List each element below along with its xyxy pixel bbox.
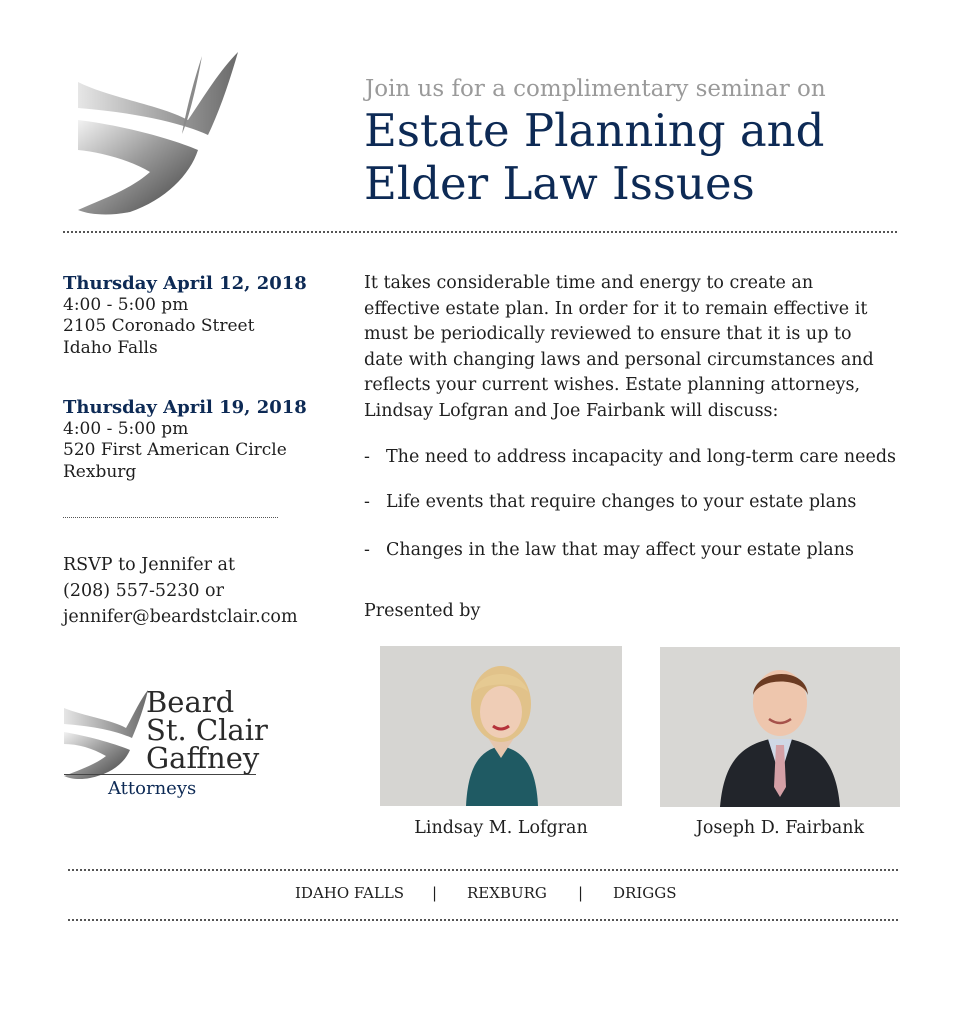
event-time: 4:00 - 5:00 pm: [63, 294, 189, 315]
event-city: Rexburg: [63, 461, 137, 482]
event-idaho-falls: [63, 273, 307, 359]
bullet-dash: -: [364, 492, 370, 512]
presented-by-label: Presented by: [364, 601, 481, 621]
event-time: 4:00 - 5:00 pm: [63, 418, 189, 439]
event-city: Idaho Falls: [63, 337, 158, 358]
logo-line-1: Beard: [146, 685, 235, 719]
presenter-photo-fairbank: [660, 647, 900, 807]
rsvp-phone: (208) 557-5230 or: [63, 581, 224, 601]
seminar-title: [364, 104, 824, 210]
presenter-photo-lofgran: [380, 646, 622, 806]
divider: [68, 869, 898, 871]
logo-line-2: St. Clair: [146, 713, 268, 747]
location-driggs: DRIGGS: [613, 884, 677, 902]
topic-bullet: [364, 540, 854, 560]
location-rexburg: REXBURG: [467, 884, 547, 902]
logo-line-3: Gaffney: [146, 741, 260, 775]
divider: [63, 517, 278, 518]
topic-bullet: [364, 492, 856, 512]
firm-swoosh-logo: [70, 50, 250, 220]
rsvp-line: RSVP to Jennifer at: [63, 555, 236, 575]
logo-attorneys: Attorneys: [108, 778, 197, 799]
topic-text: Life events that require changes to your estate plans: [386, 492, 857, 512]
presenter-name: Lindsay M. Lofgran: [414, 818, 588, 838]
divider: [68, 919, 898, 921]
rsvp-block: [63, 552, 298, 630]
presenter-name: Joseph D. Fairbank: [695, 818, 865, 838]
bullet-dash: -: [364, 447, 370, 467]
title-line-2: Elder Law Issues: [364, 157, 755, 210]
title-line-1: Estate Planning and: [364, 104, 825, 157]
seminar-intro: Join us for a complimentary seminar on: [365, 76, 826, 102]
event-date: Thursday April 12, 2018: [63, 273, 307, 294]
event-street: 520 First American Circle: [63, 440, 287, 460]
event-date: Thursday April 19, 2018: [63, 397, 307, 418]
location-idaho-falls: IDAHO FALLS: [295, 884, 405, 902]
firm-logo-text: [146, 685, 268, 775]
logo-rule: [64, 774, 256, 775]
divider: [63, 231, 897, 233]
seminar-description: It takes considerable time and energy to create an effective estate plan. In order for it to remain effective it must be periodically reviewed to ensure that it is up to date with changing laws and personal circumstances and reflects your current wishes. Estate planning attorneys, Lindsay Lofgran and Joe Fairbank will discuss:: [364, 273, 874, 421]
location-separator: |: [578, 884, 584, 902]
topic-bullet: [364, 447, 896, 467]
event-rexburg: [63, 397, 307, 483]
topic-text: The need to address incapacity and long-term care needs: [386, 447, 897, 467]
rsvp-email[interactable]: jennifer@beardstclair.com: [63, 607, 298, 627]
event-street: 2105 Coronado Street: [63, 316, 255, 336]
topic-text: Changes in the law that may affect your estate plans: [386, 540, 854, 560]
bullet-dash: -: [364, 540, 370, 560]
location-separator: |: [432, 884, 438, 902]
